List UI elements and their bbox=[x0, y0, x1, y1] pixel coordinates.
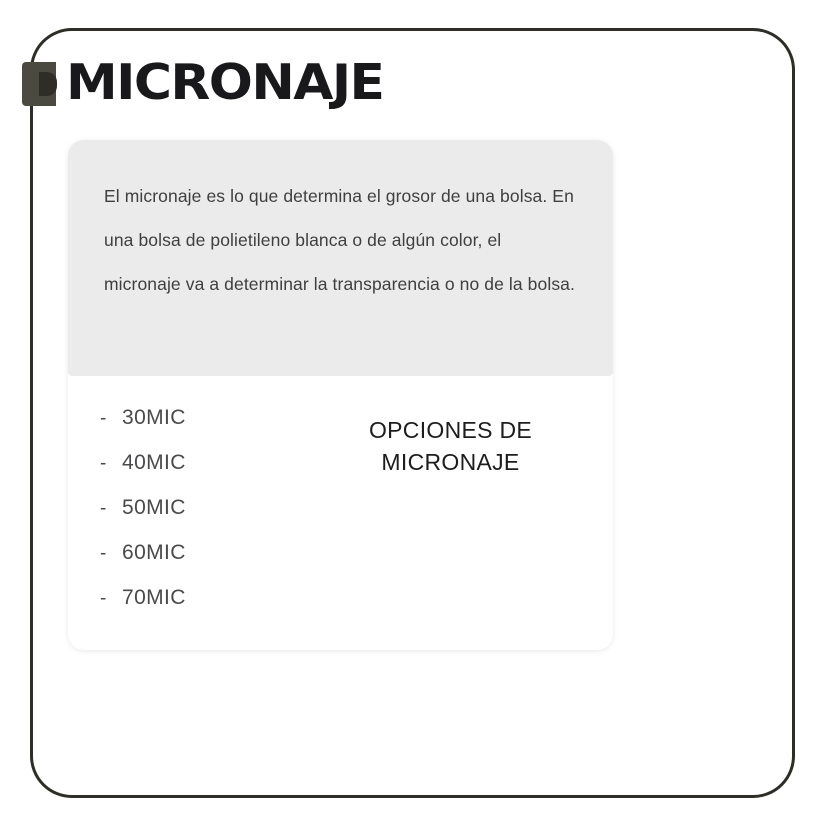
options-section bbox=[68, 376, 613, 650]
page-title: MICRONAJE bbox=[66, 54, 384, 111]
list-item-label: 60MIC bbox=[122, 541, 186, 564]
description-panel bbox=[68, 140, 613, 376]
content-card bbox=[68, 140, 613, 650]
bullet-dash: - bbox=[100, 588, 107, 609]
options-heading: OPCIONES DE MICRONAJE bbox=[368, 417, 533, 475]
micronaje-options-list bbox=[100, 406, 186, 631]
bullet-dash: - bbox=[100, 543, 107, 564]
corner-tab-decoration bbox=[22, 62, 56, 106]
list-item-label: 40MIC bbox=[122, 451, 186, 474]
bullet-dash: - bbox=[100, 498, 107, 519]
description-text: El micronaje es lo que determina el grosor de una bolsa. En una bolsa de polietileno blanca o de algún color, el micronaje va a determinar la transparencia o no de la bolsa. bbox=[104, 186, 575, 294]
list-item bbox=[100, 586, 186, 631]
list-item bbox=[100, 496, 186, 541]
bullet-dash: - bbox=[100, 408, 107, 429]
list-item-label: 70MIC bbox=[122, 586, 186, 609]
list-item-label: 50MIC bbox=[122, 496, 186, 519]
list-item bbox=[100, 406, 186, 451]
list-item-label: 30MIC bbox=[122, 406, 186, 429]
list-item bbox=[100, 451, 186, 496]
bullet-dash: - bbox=[100, 453, 107, 474]
list-item bbox=[100, 541, 186, 586]
